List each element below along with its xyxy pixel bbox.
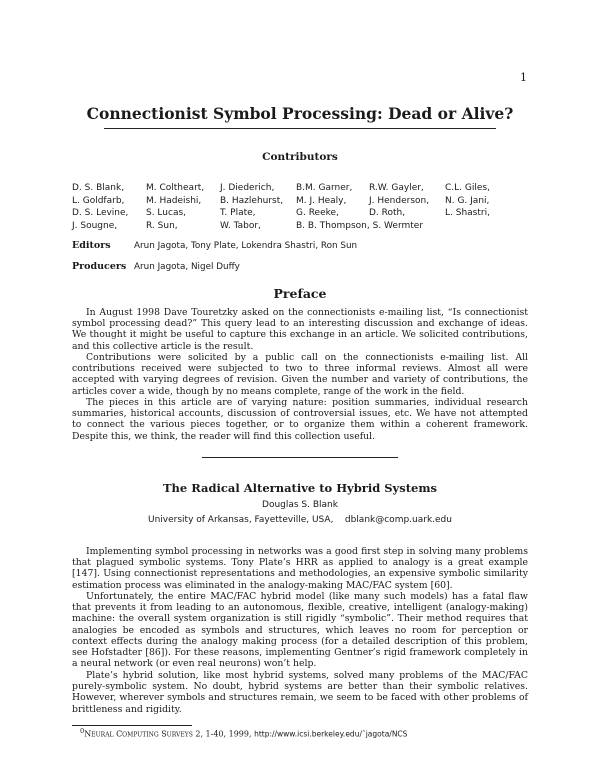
contributor-name: J. Sougne, (72, 221, 118, 232)
contributor-name: D. Roth, (369, 208, 406, 219)
contributor-name: R.W. Gayler, (369, 183, 424, 193)
contributor-name: G. Reeke, (296, 208, 339, 219)
footnote-url[interactable]: http://www.icsi.berkeley.edu/˜jagota/NCS (254, 729, 408, 739)
contributors-heading: Contributors (262, 151, 338, 163)
footnote-journal: Neural Computing Surveys (84, 729, 193, 739)
page-number: 1 (520, 71, 527, 84)
article-title: The Radical Alternative to Hybrid Systems (162, 481, 437, 495)
contributor-name (445, 220, 490, 233)
title-rule (104, 128, 496, 129)
article-author: Douglas S. Blank (262, 500, 338, 510)
contributor-name: D. S. Levine, (72, 208, 129, 219)
footnote (80, 727, 407, 739)
contributors-column (220, 182, 283, 233)
article-paragraph: Plate’s hybrid solution, like most hybrid systems, solved many problems of the MAC/FAC purely-symbolic system. No doubt, hybrid systems are better than their symbolic relatives. However, wherever symbols and structures remain, we seem to be faced with other problems of brittleness and rigidity. (72, 670, 528, 715)
contributor-name: W. Tabor, (220, 221, 261, 232)
producers-value: Arun Jagota, Nigel Duffy (134, 262, 240, 272)
preface-paragraph: The pieces in this article are of varying nature: position summaries, individual research summaries, historical accounts, discussion of controversial issues, etc. We have not attempted to connect the various pieces together, or to organize them within a coherent framework. Despite this, we think, the reader will find this collection useful. (72, 397, 528, 442)
contributor-name: M. Hadeishi, (146, 195, 202, 206)
contributor-name: B. Hazlehurst, (220, 195, 284, 206)
contributors-column (445, 182, 490, 233)
article-affiliation: University of Arkansas, Fayetteville, USA, dblank@comp.uark.edu (148, 515, 452, 525)
editors-value: Arun Jagota, Tony Plate, Lokendra Shastri, Ron Sun (134, 241, 358, 251)
section-divider (202, 457, 398, 458)
contributors-column (146, 182, 204, 233)
contributor-name: L. Goldfarb, (72, 195, 125, 206)
editors-row (72, 240, 357, 251)
contributor-name: C.L. Giles, (445, 183, 490, 193)
paper-title: Connectionist Symbol Processing: Dead or Alive? (86, 104, 514, 123)
footnote-citation: 2, 1-40, 1999, (192, 729, 255, 739)
contributor-name: S. Lucas, (146, 208, 187, 219)
contributor-name: B. B. Thompson, S. Wermter (296, 221, 424, 232)
footnote-rule (72, 725, 192, 726)
contributor-name: J. Diederich, (220, 183, 275, 193)
preface-heading: Preface (273, 286, 327, 301)
article-paragraph: Implementing symbol processing in networks was a good first step in solving many problems that plagued symbolic systems. Tony Plate’s HRR as applied to analogy is a great example [147]. Using connectionist representations and methodologies, an expensive symbolic similarity estimation process was eliminated in the analogy-making MAC/FAC system [60]. (72, 546, 528, 591)
contributor-name: J. Henderson, (369, 195, 430, 206)
contributor-name: M. J. Healy, (296, 195, 347, 206)
preface-paragraph: Contributions were solicited by a public call on the connectionists e-mailing list. All contributions received were subjected to two to three informal reviews. Almost all were accepted with varying degrees of revision. Given the number and variety of contributions, the articles cover a wide, though by no means complete, range of the work in the field. (72, 352, 528, 397)
contributor-name: N. G. Jani, (445, 195, 490, 206)
contributor-name: T. Plate, (220, 208, 256, 219)
preface-paragraph: In August 1998 Dave Touretzky asked on the connectionists e-mailing list, “Is connectionist symbol processing dead?” This query lead to an interesting discussion and exchange of ideas. We thought it might be useful to capture this exchange in an article. We solicited contributions, and this collective article is the result. (72, 307, 528, 352)
contributor-name: D. S. Blank, (72, 183, 125, 193)
contributor-name: R. Sun, (146, 221, 178, 232)
editors-label: Editors (72, 240, 111, 251)
contributor-name: B.M. Garner, (296, 183, 353, 193)
contributor-name (369, 220, 429, 233)
footnote-marker: 0 (80, 727, 85, 735)
producers-label: Producers (72, 261, 127, 272)
contributors-column (369, 182, 429, 233)
contributor-name: L. Shastri, (445, 208, 490, 219)
article-paragraph: Unfortunately, the entire MAC/FAC hybrid model (like many such models) has a fatal flaw that prevents it from leading to an autonomous, flexible, creative, intelligent (analogy-making) machine: the overall system organization is still rigidly “symbolic”. Their method requires that analogies be encoded as symbols and structures, which leaves no room for perception or context effects during the analogy making process (for a detailed description of this problem, see Hofstadter [86]). For these reasons, implementing Gentner’s rigid framework completely in a neural network (or even real neurons) won’t help. (72, 591, 528, 670)
producers-row (72, 261, 240, 272)
contributors-column (72, 182, 128, 233)
contributor-name: M. Coltheart, (146, 183, 205, 193)
